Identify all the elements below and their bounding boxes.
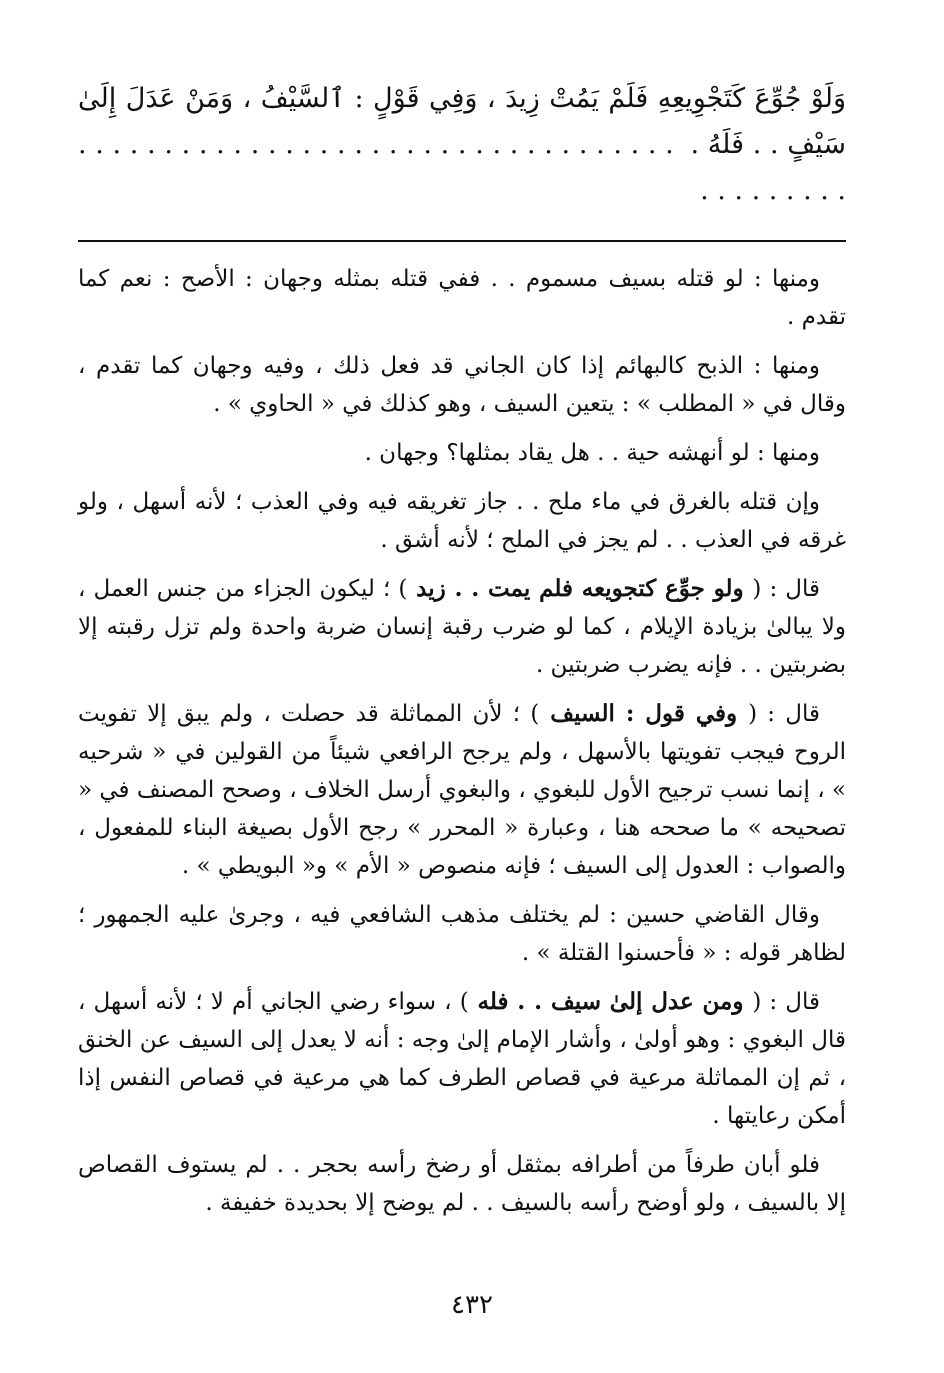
paragraph	[78, 483, 846, 559]
matn-dots: . . . . . . . . . . . . . . . . . . . . . . . . . . . . . . . . . . . . . . . . . . . .	[78, 129, 846, 206]
quoted-matn: وفي قول : السيف	[539, 700, 749, 727]
quote-prefix: قال : (	[752, 989, 821, 1015]
matn-line: وَلَوْ جُوِّعَ كَتَجْوِيعِهِ فَلَمْ يَمُتْ زِيدَ ، وَفِي قَوْلٍ : ٱلسَّيْفُ ، وَمَنْ عَدَلَ إِلَىٰ سَيْفٍ . . فَلَهُ .	[78, 83, 846, 160]
paragraph	[78, 434, 846, 472]
quote-prefix: قال : (	[748, 701, 820, 727]
paragraph-text: وإن قتله بالغرق في ماء ملح . . جاز تغريقه فيه وفي العذب ؛ لأنه أسهل ، ولو غرقه في العذب . . لم يجز في الملح ؛ لأنه أشق .	[78, 489, 846, 553]
paragraph	[78, 896, 846, 972]
paragraph-text: ومنها : الذبح كالبهائم إذا كان الجاني قد فعل ذلك ، وفيه وجهان كما تقدم ، وقال في « المطلب » : يتعين السيف ، وهو كذلك في « الحاوي » .	[78, 353, 846, 417]
paragraph	[78, 983, 846, 1135]
paragraph-text: ومنها : لو قتله بسيف مسموم . . ففي قتله بمثله وجهان : الأصح : نعم كما تقدم .	[78, 266, 846, 330]
paragraph-text: وقال القاضي حسين : لم يختلف مذهب الشافعي فيه ، وجرىٰ عليه الجمهور ؛ لظاهر قوله : « فأحسنوا القتلة » .	[78, 902, 846, 966]
commentary	[78, 260, 846, 1222]
paragraph-text: ومنها : لو أنهشه حية . . هل يقاد بمثلها؟ وجهان .	[364, 440, 820, 466]
paragraph-text: ) ؛ ليكون الجزاء من جنس العمل ، ولا يبالىٰ بزيادة الإيلام ، كما لو ضرب رقبة إنسان ضربة واحدة ولم تزل رقبته إلا بضربتين . . فإنه يضرب ضربتين .	[78, 576, 846, 678]
paragraph	[78, 1146, 846, 1222]
quoted-matn: ومن عدل إلىٰ سيف . . فله	[468, 988, 753, 1015]
paragraph	[78, 260, 846, 336]
paragraph-text: فلو أبان طرفاً من أطرافه بمثقل أو رضخ رأسه بحجر . . لم يستوف القصاص إلا بالسيف ، ولو أوضح رأسه بالسيف . . لم يوضح إلا بحديدة خفيفة .	[78, 1152, 846, 1216]
paragraph	[78, 570, 846, 684]
divider-line	[78, 240, 846, 242]
paragraph-text: ) ؛ لأن المماثلة قد حصلت ، ولم يبق إلا تفويت الروح فيجب تفويتها بالأسهل ، ولم يرجح الرافعي شيئاً من القولين في « شرحيه » ، إنما نسب ترجيح الأول للبغوي ، والبغوي أرسل الخلاف ، وصحح المصنف في « تصحيحه » ما صححه هنا ، وعبارة « المحرر » رجح الأول بصيغة البناء للمفعول ، والصواب : العدول إلى السيف ؛ فإنه منصوص « الأم » و« البويطي » .	[78, 701, 846, 879]
paragraph	[78, 347, 846, 423]
quoted-matn: ولو جوِّع كتجويعه فلم يمت . . زيد	[407, 575, 753, 602]
paragraph-text: ) ، سواء رضي الجاني أم لا ؛ لأنه أسهل ، قال البغوي : وهو أولىٰ ، وأشار الإمام إلىٰ وجه : أنه لا يعدل إلى السيف عن الخنق ، ثم إن المماثلة مرعية في قصاص الطرف كما هي مرعية في قصاص النفس إذا أمكن رعايتها .	[78, 989, 846, 1129]
page-body	[78, 76, 846, 1233]
paragraph	[78, 695, 846, 885]
matn-text	[78, 76, 846, 214]
quote-prefix: قال : (	[752, 576, 820, 602]
page-number: ٤٣٢	[451, 1290, 493, 1320]
